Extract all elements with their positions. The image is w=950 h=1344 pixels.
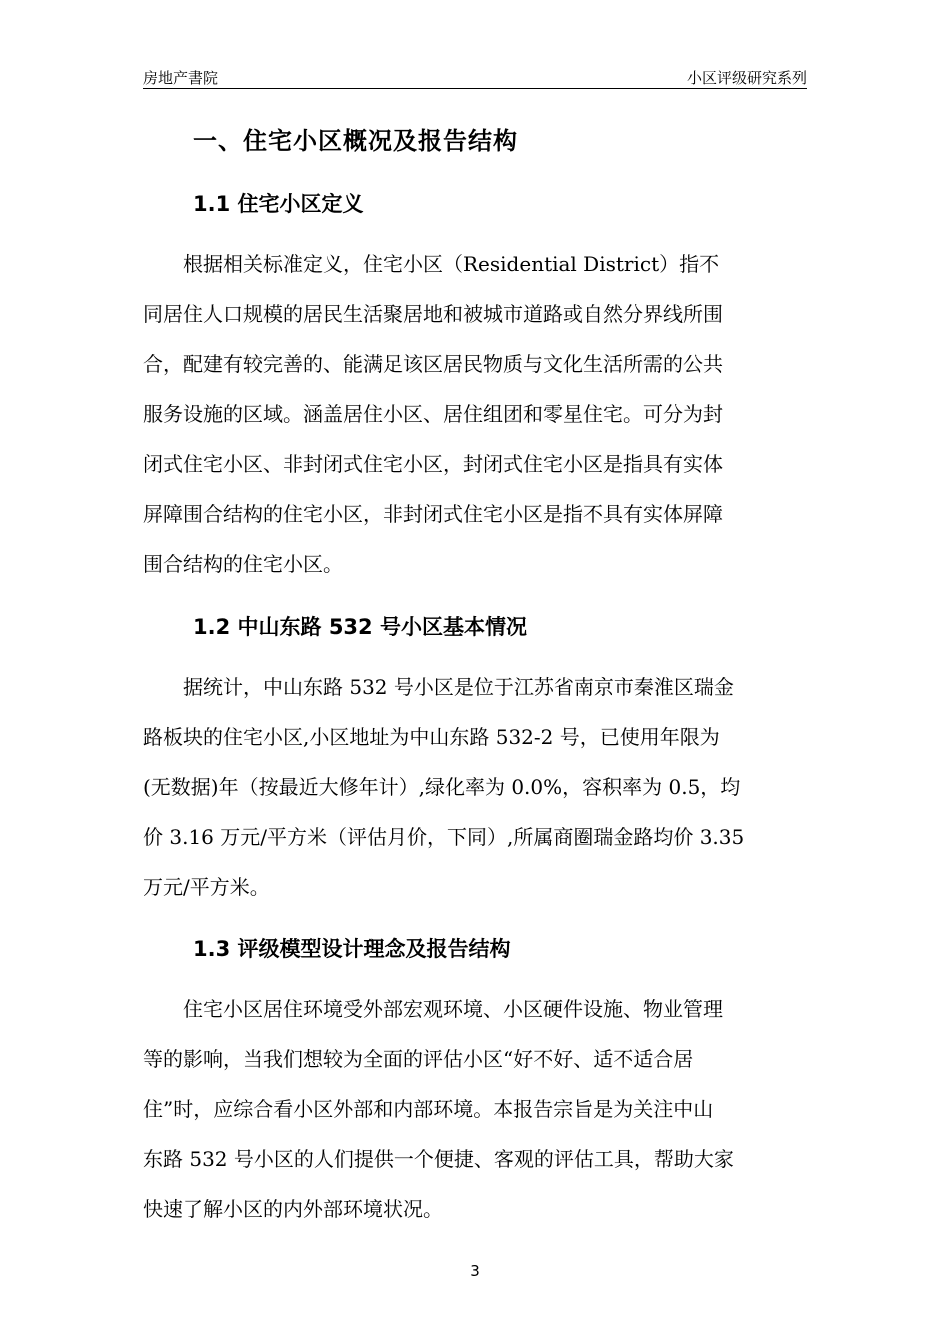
paragraph-line: 等的影响，当我们想较为全面的评估小区“好不好、适不适合居 bbox=[143, 1047, 694, 1071]
paragraph-model-concept bbox=[143, 984, 807, 1234]
paragraph-definition bbox=[143, 239, 807, 589]
paragraph-line: 屏障围合结构的住宅小区，非封闭式住宅小区是指不具有实体屏障 bbox=[143, 502, 723, 526]
paragraph-line: 价 3.16 万元/平方米（评估月价，下同）,所属商圈瑞金路均价 3.35 bbox=[143, 825, 745, 849]
page-number: 3 bbox=[470, 1262, 480, 1280]
paragraph-line: 服务设施的区域。涵盖居住小区、居住组团和零星住宅。可分为封 bbox=[143, 402, 723, 426]
subsection-heading-1-1: 1.1 住宅小区定义 bbox=[193, 192, 364, 216]
paragraph-line: 围合结构的住宅小区。 bbox=[143, 552, 343, 576]
paragraph-line: 据统计，中山东路 532 号小区是位于江苏省南京市秦淮区瑞金 bbox=[183, 675, 734, 699]
paragraph-line: 根据相关标准定义，住宅小区（Residential District）指不 bbox=[183, 252, 720, 276]
paragraph-line: 闭式住宅小区、非封闭式住宅小区，封闭式住宅小区是指具有实体 bbox=[143, 452, 723, 476]
paragraph-line: 住”时，应综合看小区外部和内部环境。本报告宗旨是为关注中山 bbox=[143, 1097, 714, 1121]
header-publisher: 房地产書院 bbox=[143, 69, 219, 87]
subsection-heading-1-2: 1.2 中山东路 532 号小区基本情况 bbox=[193, 615, 527, 639]
paragraph-line: 住宅小区居住环境受外部宏观环境、小区硬件设施、物业管理 bbox=[183, 997, 723, 1021]
paragraph-basic-info bbox=[143, 662, 807, 912]
section-heading: 一、住宅小区概况及报告结构 bbox=[193, 127, 518, 155]
header-series-title: 小区评级研究系列 bbox=[686, 69, 807, 87]
paragraph-line: 路板块的住宅小区,小区地址为中山东路 532-2 号，已使用年限为 bbox=[143, 725, 720, 749]
paragraph-line: (无数据)年（按最近大修年计）,绿化率为 0.0%，容积率为 0.5，均 bbox=[143, 775, 741, 799]
paragraph-line: 同居住人口规模的居民生活聚居地和被城市道路或自然分界线所围 bbox=[143, 302, 723, 326]
header-divider bbox=[143, 88, 807, 89]
paragraph-line: 万元/平方米。 bbox=[143, 875, 270, 899]
subsection-heading-1-3: 1.3 评级模型设计理念及报告结构 bbox=[193, 937, 511, 961]
paragraph-line: 合，配建有较完善的、能满足该区居民物质与文化生活所需的公共 bbox=[143, 352, 723, 376]
paragraph-line: 快速了解小区的内外部环境状况。 bbox=[143, 1197, 443, 1221]
paragraph-line: 东路 532 号小区的人们提供一个便捷、客观的评估工具，帮助大家 bbox=[143, 1147, 734, 1171]
